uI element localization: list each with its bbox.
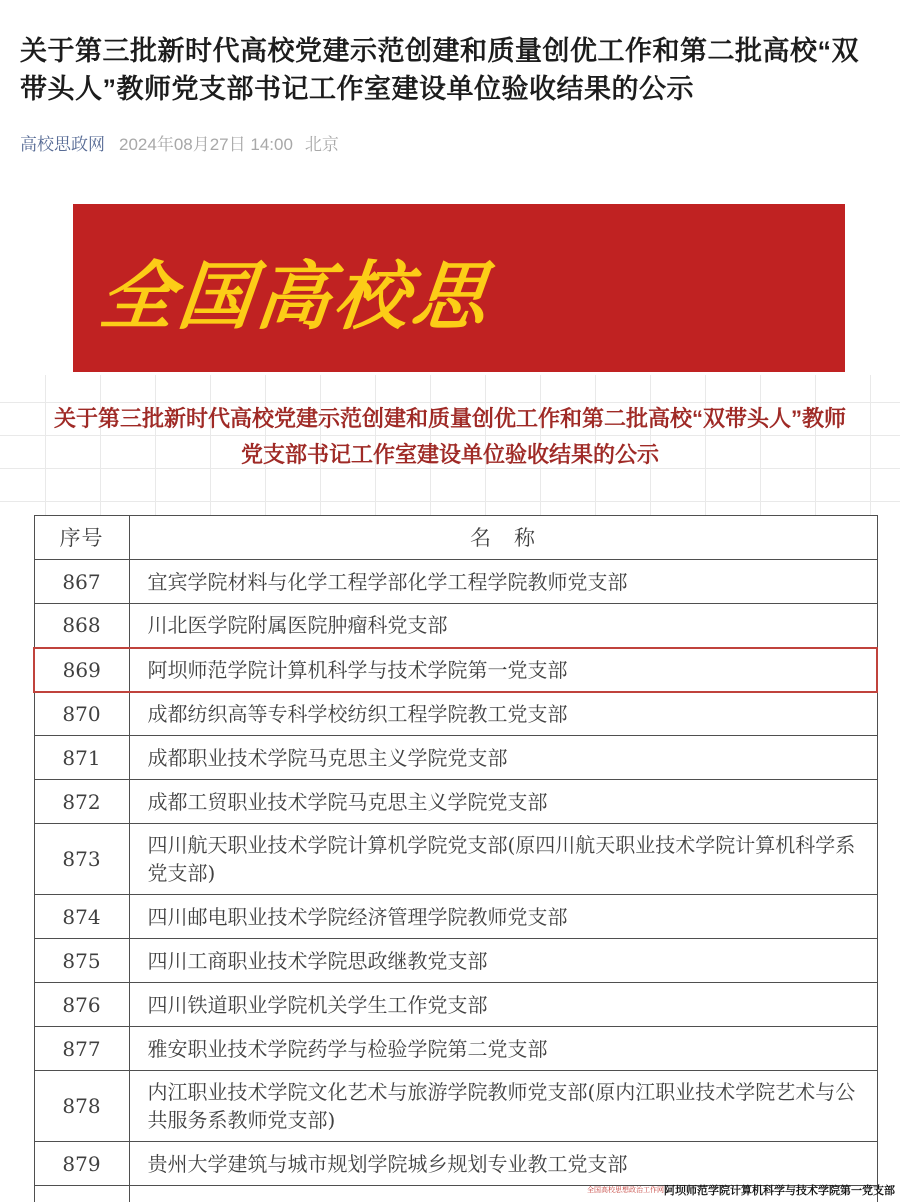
table-row	[34, 824, 877, 895]
table-row	[34, 1071, 877, 1142]
header-cell-name: 名 称	[129, 516, 877, 560]
row-name-cell: 成都职业技术学院马克思主义学院党支部	[129, 736, 877, 780]
table-row	[34, 736, 877, 780]
watermark-branch-text: 阿坝师范学院计算机科学与技术学院第一党支部	[664, 1184, 895, 1197]
row-number-cell: 867	[34, 560, 129, 604]
row-number-cell: 878	[34, 1071, 129, 1142]
row-number-cell: 876	[34, 983, 129, 1027]
table-row	[34, 604, 877, 648]
table-row	[34, 692, 877, 736]
banner-image[interactable]	[73, 204, 845, 372]
notice-title-line2: 党支部书记工作室建设单位验收结果的公示	[240, 442, 659, 467]
row-name-cell: 四川航天职业技术学院计算机学院党支部(原四川航天职业技术学院计算机科学系党支部)	[129, 824, 877, 895]
notice-title	[0, 375, 900, 473]
row-number-cell: 875	[34, 939, 129, 983]
row-number-cell: 869	[34, 648, 129, 692]
article-meta	[20, 130, 880, 155]
watermark	[587, 1181, 895, 1199]
table-row	[34, 895, 877, 939]
table-row	[34, 983, 877, 1027]
row-name-cell: 川北医学院附属医院肿瘤科党支部	[129, 604, 877, 648]
row-number-cell	[34, 1186, 129, 1202]
row-name-cell: 四川邮电职业技术学院经济管理学院教师党支部	[129, 895, 877, 939]
row-number-cell: 871	[34, 736, 129, 780]
publish-location: 北京	[304, 135, 339, 154]
table-row	[34, 780, 877, 824]
table-row	[34, 1027, 877, 1071]
spreadsheet-grid-background	[0, 375, 900, 515]
table-header-row	[34, 516, 877, 560]
table-row	[34, 939, 877, 983]
row-name-cell: 宜宾学院材料与化学工程学部化学工程学院教师党支部	[129, 560, 877, 604]
row-name-cell: 成都工贸职业技术学院马克思主义学院党支部	[129, 780, 877, 824]
row-name-cell: 贵州大学建筑与城市规划学院城乡规划专业教工党支部	[129, 1142, 877, 1186]
row-number-cell: 874	[34, 895, 129, 939]
source-link[interactable]: 高校思政网	[20, 135, 105, 154]
roster-table	[33, 515, 878, 1202]
row-number-cell: 868	[34, 604, 129, 648]
table-row	[34, 560, 877, 604]
publish-datetime: 2024年08月27日 14:00	[119, 135, 293, 154]
row-name-cell: 阿坝师范学院计算机科学与技术学院第一党支部	[129, 648, 877, 692]
notice-title-line1: 关于第三批新时代高校党建示范创建和质量创优工作和第二批高校“双带头人”教师	[53, 406, 846, 431]
table-body	[34, 560, 877, 1202]
article-title: 关于第三批新时代高校党建示范创建和质量创优工作和第二批高校“双带头人”教师党支部书记工作室建设单位验收结果的公示	[20, 36, 859, 104]
watermark-source-text: 全国高校思想政治工作网	[587, 1186, 664, 1194]
row-name-cell: 四川铁道职业学院机关学生工作党支部	[129, 983, 877, 1027]
row-name-cell: 四川工商职业技术学院思政继教党支部	[129, 939, 877, 983]
row-number-cell: 870	[34, 692, 129, 736]
row-name-cell: 内江职业技术学院文化艺术与旅游学院教师党支部(原内江职业技术学院艺术与公共服务系教师党支部)	[129, 1071, 877, 1142]
row-number-cell: 877	[34, 1027, 129, 1071]
row-name-cell: 成都纺织高等专科学校纺织工程学院教工党支部	[129, 692, 877, 736]
row-number-cell: 873	[34, 824, 129, 895]
header-cell-no: 序号	[34, 516, 129, 560]
table-row	[34, 1142, 877, 1186]
table-row	[34, 648, 877, 692]
banner-calligraphy-text: 全国高校思	[95, 254, 495, 340]
row-name-cell: 雅安职业技术学院药学与检验学院第二党支部	[129, 1027, 877, 1071]
row-number-cell: 879	[34, 1142, 129, 1186]
row-number-cell: 872	[34, 780, 129, 824]
